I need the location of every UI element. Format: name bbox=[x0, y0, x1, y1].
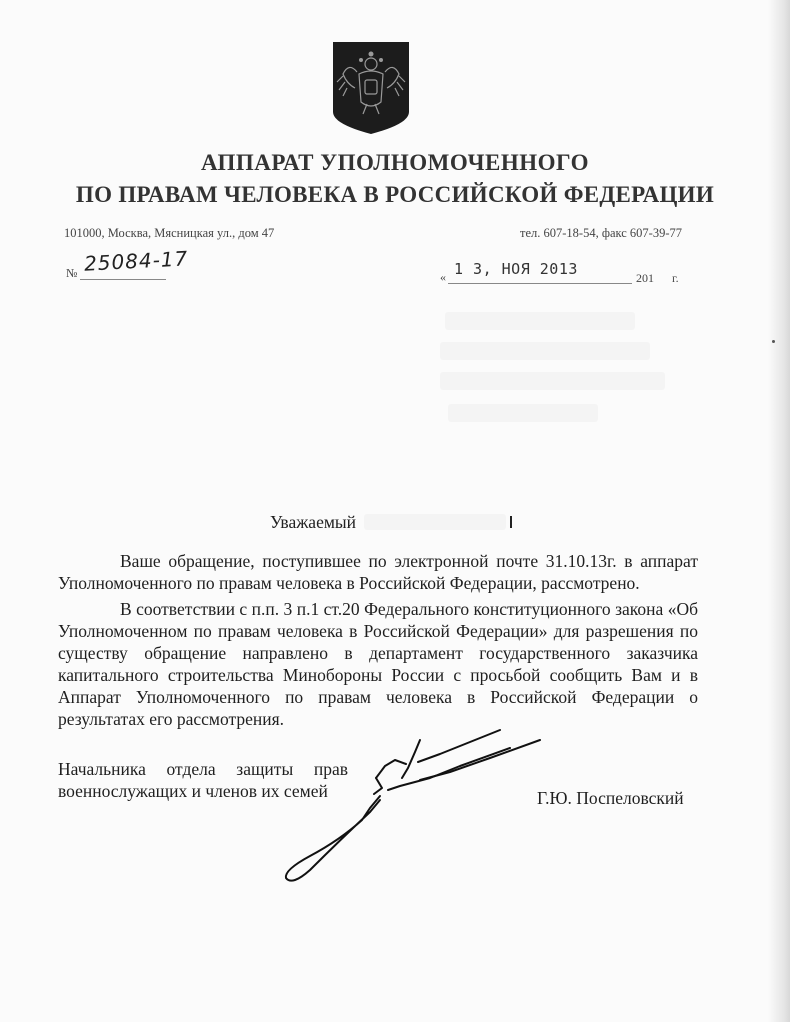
date-stamp: 1 3, НОЯ 2013 bbox=[454, 260, 578, 278]
org-address: 101000, Москва, Мясницкая ул., дом 47 bbox=[64, 226, 275, 240]
org-name-line2: ПО ПРАВАМ ЧЕЛОВЕКА В РОССИЙСКОЙ ФЕДЕРАЦИИ bbox=[75, 182, 715, 207]
redacted-recipient-line3 bbox=[440, 372, 665, 390]
russian-coat-of-arms-icon bbox=[333, 42, 409, 134]
reference-number-label: № bbox=[66, 266, 78, 280]
page-edge-shadow bbox=[768, 0, 790, 1022]
date-open-quote: « bbox=[440, 270, 446, 284]
date-year-prefix bbox=[636, 271, 679, 286]
org-contacts: тел. 607-18-54, факс 607-39-77 bbox=[520, 226, 682, 240]
letter-paragraph-1: Ваше обращение, поступившее по электронной почте 31.10.13г. в аппарат Уполномоченного по правам человека в Российской Федерации, рассмотрено. bbox=[58, 551, 698, 593]
signer-position-line1: Начальника отдела защиты прав bbox=[58, 759, 348, 779]
redacted-greeting-name bbox=[364, 514, 506, 530]
greeting: Уважаемый bbox=[270, 512, 357, 532]
greeting-punctuation-mark bbox=[510, 516, 512, 528]
redacted-recipient-line4 bbox=[448, 404, 598, 422]
redacted-recipient-line2 bbox=[440, 342, 650, 360]
org-name-line1: АППАРАТ УПОЛНОМОЧЕННОГО bbox=[200, 150, 589, 175]
reference-number-line bbox=[80, 279, 166, 280]
year-suffix: г. bbox=[672, 271, 679, 285]
handwritten-signature bbox=[270, 720, 560, 890]
signer-name: Г.Ю. Поспеловский bbox=[537, 788, 684, 808]
redacted-recipient-line1 bbox=[445, 312, 635, 330]
reference-number-handwritten: 25084-17 bbox=[83, 246, 189, 276]
binding-mark bbox=[772, 340, 775, 343]
date-line bbox=[448, 283, 632, 284]
letter-paragraph-2: В соответствии с п.п. 3 п.1 ст.20 Федерального конституционного закона «Об Уполномоченном по правам человека в Российской Федерации» для разрешения по существу обращение направлено в департамент государственного заказчика капитального строительства Минобороны России с просьбой сообщить Вам и в Аппарат Уполномоченного по правам человека в Российской Федерации о результатах его рассмотрения. bbox=[58, 599, 698, 729]
year-prefix: 201 bbox=[636, 271, 654, 285]
signer-position-line2: военнослужащих и членов их семей bbox=[58, 781, 328, 801]
